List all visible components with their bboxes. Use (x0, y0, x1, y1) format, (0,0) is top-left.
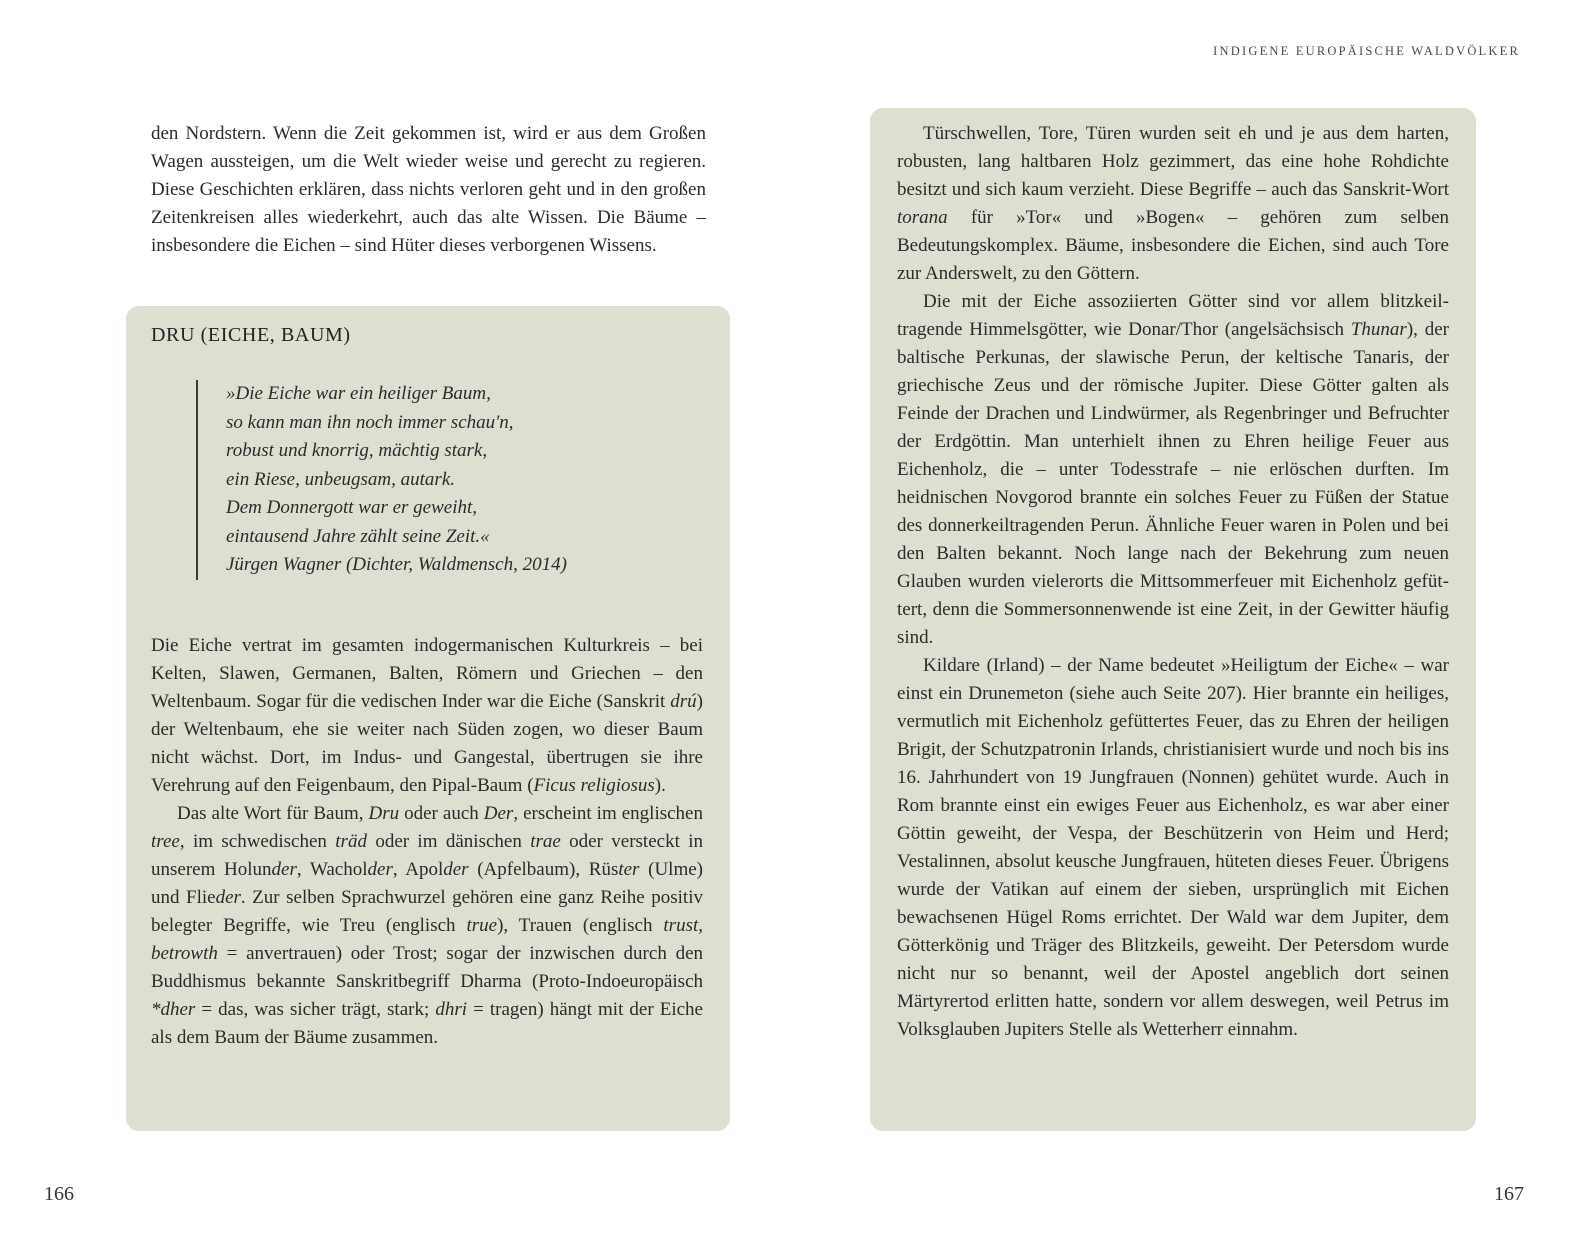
body-paragraph: Die mit der Eiche assoziierten Götter sind vor allem blitzkeiltragende Himmelsgötter, wie Donar/Thor (angelsächsisch Thunar), der baltische Perkunas, der slawische Perun, der keltische Tanaris, der griechische Zeus und der römische Jupiter. Diese Götter galten als Feinde der Drachen und Lindwürmer, als Regenbringer und Befruchter der Erdgöttin. Man unterhielt ihnen zu Ehren heilige Feuer aus Eichenholz, die – unter Todesstrafe – nie erlöschen durften. Im heidnischen Novgorod brannte ein solches Feuer zu Füßen der Statue des donnerkeiltragenden Perun. Ähnliche Feuer waren in Polen und bei den Balten bekannt. Noch lange nach der Bekehrung zum neuen Glauben wurden vielerorts die Mittsommerfeuer mit Eichenholz gefüttert, denn die Sommersonnenwende ist eine Zeit, in der Gewitter häufig sind. (897, 291, 1449, 648)
quote-line: robust und knorrig, mächtig stark, (226, 440, 488, 461)
quote-line: »Die Eiche war ein heiliger Baum, (226, 383, 491, 404)
body-paragraph: Türschwellen, Tore, Türen wurden seit eh und je aus dem harten, robusten, lang haltbaren Holz gezimmert, das eine hohe Rohdichte besitzt und sich kaum verzieht. Diese Begriffe – auch das Sanskrit-Wort torana für »Tor« und »Bogen« – gehören zum selben Bedeutungskomplex. Bäume, insbesondere die Eichen, sind auch Tore zur Anderswelt, zu den Göttern. (897, 123, 1449, 284)
intro-paragraph: den Nordstern. Wenn die Zeit gekommen ist, wird er aus dem Großen Wagen aussteigen, um die Welt wieder weise und gerecht zu regieren. Diese Geschichten erklären, dass nichts verloren geht und in den großen Zeitenkreisen alles wiederkehrt, auch das alte Wissen. Die Bäume – insbesondere die Eichen – sind Hüter dieses verborgenen Wissens. (151, 123, 706, 256)
body-paragraph: Die Eiche vertrat im gesamten indogermanischen Kulturkreis – bei Kelten, Slawen, Germanen, Balten, Römern und Griechen – den Weltenbaum. Sogar für die vedischen Inder war die Eiche (Sanskrit drú) der Weltenbaum, ehe sie weiter nach Süden zogen, wo dieser Baum nicht wächst. Dort, im Indus- und Gangestal, übertrugen sie ihre Verehrung auf den Feigenbaum, den Pipal-Baum (Ficus religiosus). (151, 634, 703, 796)
quote-line: Dem Donnergott war er geweiht, (226, 497, 478, 518)
sidebar-box-dru (126, 306, 730, 1131)
page-number-right: 167 (1494, 1183, 1524, 1205)
quote-line: so kann man ihn noch immer schau'n, (226, 411, 514, 433)
running-head: INDIGENE EUROPÄISCHE WALDVÖLKER (1213, 44, 1520, 58)
page-number-left: 166 (44, 1183, 74, 1205)
quote-line: ein Riese, unbeugsam, autark. (226, 468, 456, 490)
quote-line: eintausend Jahre zählt seine Zeit.« (226, 525, 490, 547)
content-box-right (870, 108, 1476, 1131)
poem-quote (196, 380, 703, 580)
body-paragraph: Kildare (Irland) – der Name bedeutet »Heiligtum der Eiche« – war einst ein Drunemeton (siehe auch Seite 207). Hier brannte ein heiliges, vermutlich mit Eichenholz gefüttertes Feuer, das zu Ehren der heiligen Brigit, der Schutzpatronin Irlands, christianisiert wurde und noch bis ins 16. Jahrhundert von 19 Jungfrauen (Nonnen) gehütet wurde. Auch in Rom brannte einst ein ewiges Feuer aus Eichenholz, es war aber einer Göttin geweiht, der Vespa, der Beschützerin von Heim und Herd; Vestalinnen, absolut keusche Jungfrauen, hüteten dieses Feuer. Übrigens wurde der Vatikan auf einem der sieben, ursprünglich mit Eichen bewachsenen Hügel Roms errichtet. Der Wald war dem Jupiter, dem Götterkönig und Träger des Blitzkeils, geweiht. Der Petersdom wurde nicht nur so benannt, weil der Apostel angeblich dort seinen Märtyrertod erlitten hatte, sondern vor allem deswegen, weil Petrus im Volksglauben Jupiters Stelle als Wetterherr einnahm. (897, 655, 1449, 1040)
left-box-body (151, 632, 703, 1052)
box-heading: DRU (EICHE, BAUM) (151, 324, 351, 346)
quote-attribution: Jürgen Wagner (Dichter, Waldmensch, 2014) (226, 554, 567, 575)
body-paragraph: Das alte Wort für Baum, Dru oder auch Der, erscheint im englischen tree, im schwedischen träd oder im dänischen trae oder versteckt in unserem Holunder, Wacholder, Apolder (Apfelbaum), Rüster (Ulme) und Flieder. Zur selben Sprachwurzel gehören eine ganz Reihe positiv belegter Begriffe, wie Treu (englisch true), Trauen (englisch trust, betrowth = anvertrauen) oder Trost; sogar der inzwischen durch den Buddhismus bekannte Sanskritbegriff Dharma (Proto-Indoeuropäisch *dher = das, was sicher trägt, stark; dhri = tragen) hängt mit der Eiche als dem Baum der Bäume zusammen. (151, 802, 704, 1048)
